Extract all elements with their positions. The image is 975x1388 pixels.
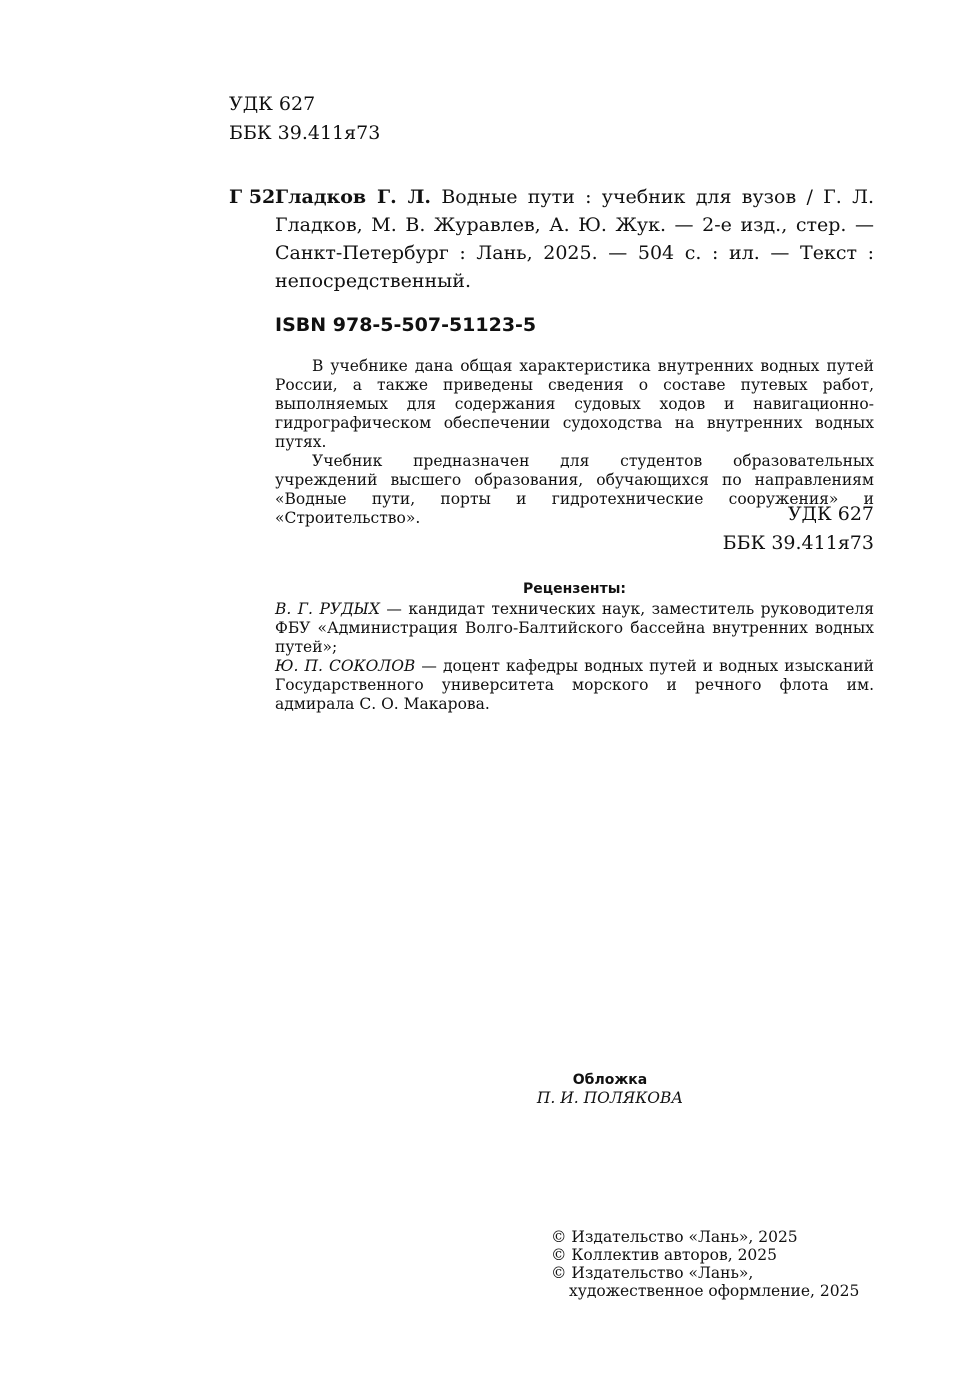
reviewers-title: Рецензенты:	[523, 581, 626, 597]
copyright-block	[551, 1228, 859, 1300]
cover-title: Обложка	[572, 1072, 648, 1088]
reviewer-text: — доцент кафедры водных путей и водных изысканий Государственного университета морского и речного флота им. адмирала С. О. Макарова.	[275, 657, 874, 713]
author-sign: Г 52	[229, 186, 276, 208]
classification-top	[229, 90, 380, 148]
udk-code: УДК 627	[229, 93, 316, 115]
reviewers	[275, 580, 874, 714]
classification-right	[723, 500, 874, 558]
abstract-paragraph: В учебнике дана общая характеристика внутренних водных путей России, а также приведены сведения о составе путевых работ, выполняемых для содержания судовых ходов и навигационно-гидрографическом обеспечении судоходства на внутренних водных путях.	[275, 357, 874, 451]
abstract-paragraph: Учебник предназначен для студентов образовательных учреждений высшего образования, обучающихся по направлениям «Водные пути, порты и гидротехнические сооружения» и «Строительство».	[275, 452, 874, 527]
cover-credit	[410, 1071, 810, 1107]
reviewer-name: В. Г. РУДЫХ	[275, 600, 380, 618]
bibliographic-entry	[229, 183, 874, 295]
entry-description: Водные пути : учебник для вузов / Г. Л. Гладков, М. В. Журавлев, А. Ю. Жук. — 2-е изд., стер. — Санкт-Петербург : Лань, 2025. — 504 с. : ил. — Текст : непосредственный.	[275, 186, 874, 292]
reviewer-name: Ю. П. СОКОЛОВ	[275, 657, 416, 675]
entry-author: Гладков Г. Л.	[275, 186, 431, 208]
copyright-line: © Издательство «Лань», 2025	[551, 1228, 798, 1246]
entry-body	[275, 183, 874, 295]
copyright-line: © Коллектив авторов, 2025	[551, 1246, 778, 1264]
bbk-code: ББК 39.411я73	[722, 532, 874, 554]
copyright-line: © Издательство «Лань»,	[551, 1264, 754, 1282]
reviewer-text: — кандидат технических наук, заместитель руководителя ФБУ «Администрация Волго-Балтийского бассейна внутренних водных путей»;	[275, 600, 874, 656]
cover-designer: П. И. ПОЛЯКОВА	[536, 1089, 684, 1107]
copyright-line: художественное оформление, 2025	[569, 1282, 860, 1300]
bbk-code: ББК 39.411я73	[229, 122, 381, 144]
isbn: ISBN 978-5-507-51123-5	[275, 314, 537, 336]
reviewer-item	[275, 600, 874, 657]
udk-code: УДК 627	[787, 503, 874, 525]
reviewer-item	[275, 657, 874, 714]
